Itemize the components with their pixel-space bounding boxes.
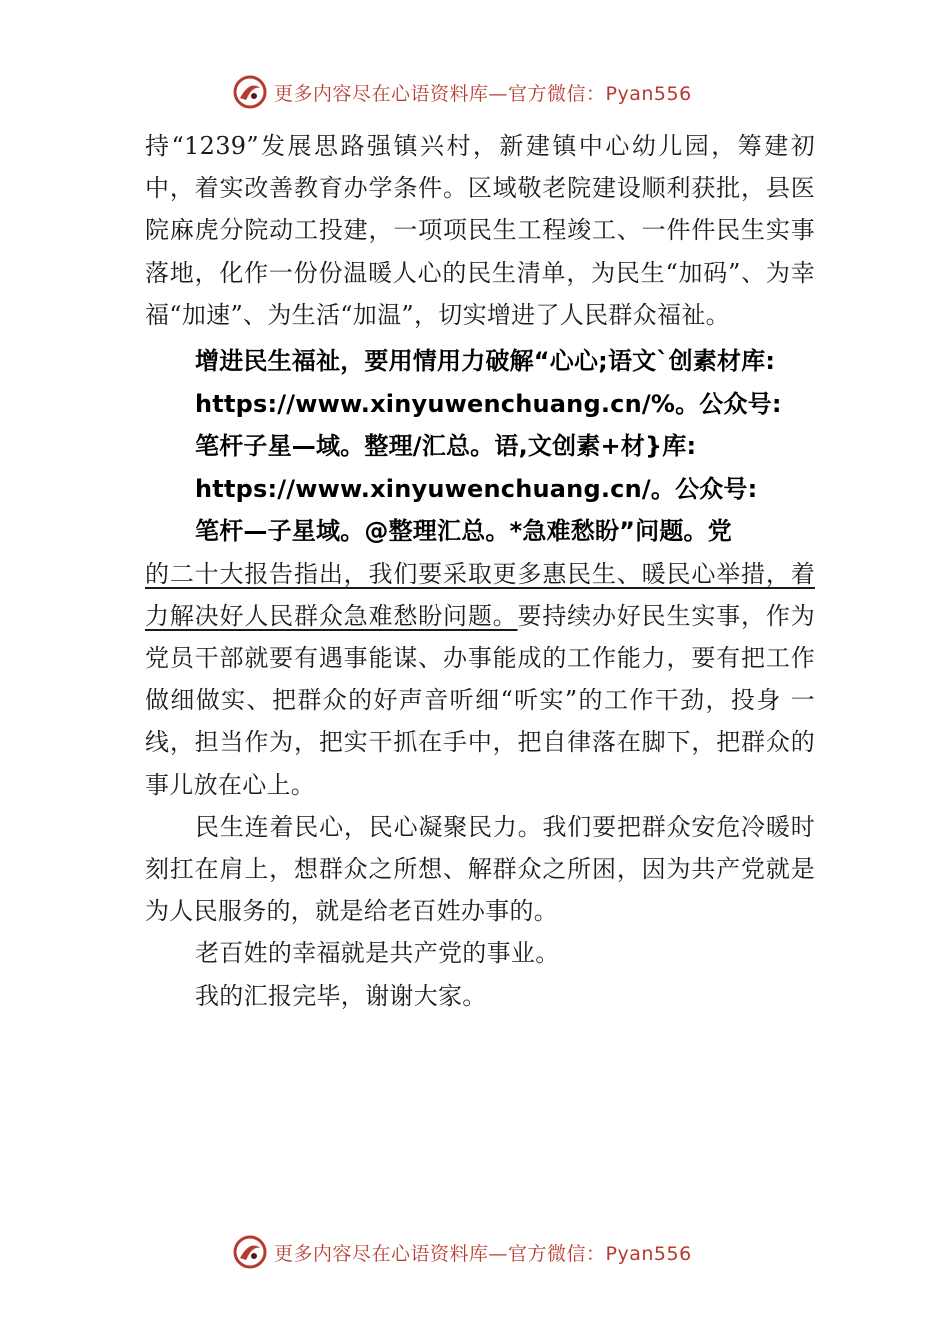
bold-line: 笔杆—子星域。@整理汇总。*急难愁盼”问题。党 xyxy=(195,517,732,546)
banner-text: 更多内容尽在心语资料库—官方微信：Pyan556 xyxy=(274,82,692,105)
logo-icon xyxy=(232,1234,268,1270)
logo-icon xyxy=(232,74,268,110)
header-banner xyxy=(0,72,950,112)
paragraph-2 xyxy=(145,553,815,806)
paragraph-1: 持“1239”发展思路强镇兴村，新建镇中心幼儿园，筹建初中，着实改善教育办学条件。区域敬老院建设顺利获批，县医院麻虎分院动工投建，一项项民生工程竣工、一件件民生实事落地，化作一份份温暖人心的民生清单，为民生“加码”、为幸福“加速”、为生活“加温”，切实增进了人民群众福祉。 xyxy=(145,132,815,329)
bold-line: 笔杆子星—域。整理/汇总。语,文创素+材}库: xyxy=(195,432,697,461)
wechat-id: Pyan556 xyxy=(605,1242,692,1265)
bold-watermark-block xyxy=(195,340,815,553)
footer-banner xyxy=(0,1232,950,1272)
document-body xyxy=(145,125,815,1017)
wechat-id: Pyan556 xyxy=(605,82,692,105)
bold-line: 增进民生福祉，要用情用力破解“心心;语文`创素材库: xyxy=(195,347,776,376)
bold-line: https://www.xinyuwenchuang.cn/。公众号: xyxy=(195,474,758,503)
paragraph-3: 民生连着民心，民心凝聚民力。我们要把群众安危冷暖时刻扛在肩上，想群众之所想、解群众之所困，因为共产党就是为人民服务的，就是给老百姓办事的。 xyxy=(145,812,815,926)
paragraph-2-rest: 要持续办好民生实事，作为党员干部就要有遇事能谋、办事能成的工作能力，要有把工作做细做实、把群众的好声音听细“听实”的工作干劲，投身 一线，担当作为，把实干抓在手中，把自律落在脚下，把群众的事儿放在心上。 xyxy=(145,601,815,799)
banner-text: 更多内容尽在心语资料库—官方微信：Pyan556 xyxy=(274,1242,692,1265)
paragraph-5: 我的汇报完毕，谢谢大家。 xyxy=(195,981,487,1010)
underlined-quote: 的二十大报告指出，我们要采取更多惠民生、暖民心举措，着力解决好人民群众急难愁盼问题。 xyxy=(145,559,815,630)
bold-line: https://www.xinyuwenchuang.cn/%。公众号: xyxy=(195,389,782,418)
paragraph-4: 老百姓的幸福就是共产党的事业。 xyxy=(195,939,560,968)
